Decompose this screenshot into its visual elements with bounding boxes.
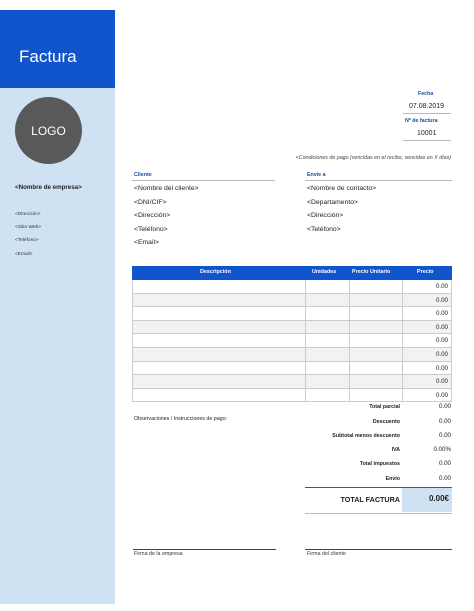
table-row	[132, 375, 452, 389]
ship-to-address: <Dirección>	[307, 212, 344, 219]
row-price: 0.00	[435, 337, 448, 345]
subtotal-value: 0.00	[438, 403, 451, 410]
row-price: 0.00	[435, 378, 448, 386]
grand-total-label: TOTAL FACTURA	[340, 495, 400, 504]
client-signature-label: Firma del cliente	[307, 551, 346, 557]
company-signature-line	[133, 549, 276, 550]
client-name: <Nombre del cliente>	[134, 185, 199, 192]
client-phone: <Teléfono>	[134, 226, 168, 233]
vat-label: IVA	[391, 447, 400, 453]
client-label: Cliente	[134, 172, 152, 178]
subtotal-label: Total parcial	[369, 404, 400, 410]
row-price: 0.00	[435, 310, 448, 318]
row-price: 0.00	[435, 364, 448, 372]
client-address: <Dirección>	[134, 212, 171, 219]
client-signature-line	[305, 549, 452, 550]
table-row	[132, 348, 452, 362]
invoice-number-value: 10001	[417, 130, 437, 137]
vat-value: 0.00%	[433, 446, 451, 453]
row-price: 0.00	[435, 391, 448, 399]
subtotal-less-discount-label: Subtotal menos descuento	[332, 433, 400, 439]
total-tax-label: Total impuestos	[359, 461, 400, 467]
ship-to-contact: <Nombre de contacto>	[307, 185, 377, 192]
col-unit-price: Precio Unitario	[352, 269, 391, 275]
client-email: <Email>	[134, 239, 159, 246]
subtotal-less-discount-value: 0.00	[438, 432, 451, 439]
col-units: Unidades	[312, 269, 337, 275]
col-price: Precio	[417, 269, 434, 275]
table-row	[132, 389, 452, 403]
ship-to-phone: <Teléfono>	[307, 226, 341, 233]
company-website: <Sitio Web>	[15, 225, 42, 230]
row-price: 0.00	[435, 350, 448, 358]
table-row	[132, 294, 452, 308]
invoice-number-label: Nº de factura	[405, 118, 438, 124]
payment-conditions: <Condiciones de pago (vencidas en el recibo, vencidas en X días)	[295, 155, 451, 161]
date-label: Fecha	[418, 91, 434, 97]
invoice-title: Factura	[19, 47, 77, 66]
table-row	[132, 362, 452, 376]
table-row	[132, 280, 452, 294]
grand-total-rule	[305, 513, 452, 514]
payment-notes-label: Observaciones / Instrucciones de pago:	[134, 416, 228, 422]
shipping-value: 0.00	[438, 475, 451, 482]
company-phone: <Teléfono>	[15, 238, 39, 243]
discount-value: 0.00	[438, 418, 451, 425]
company-name: <Nombre de empresa>	[15, 184, 82, 191]
col-description: Descripción	[200, 269, 231, 275]
total-tax-value: 0.00	[438, 460, 451, 467]
date-rule	[403, 113, 451, 114]
row-price: 0.00	[435, 323, 448, 331]
row-price: 0.00	[435, 283, 448, 290]
grand-total-value: 0.00€	[428, 494, 449, 503]
company-signature-label: Firma de la empresa	[134, 551, 183, 557]
company-email: <Email>	[15, 252, 33, 257]
table-row	[132, 334, 452, 348]
row-price: 0.00	[435, 296, 448, 304]
table-row	[132, 307, 452, 321]
client-tax-id: <DNI/CIF>	[134, 199, 167, 206]
company-address: <Dirección>	[15, 212, 41, 217]
invoice-number-rule	[403, 140, 451, 141]
client-rule	[132, 180, 275, 181]
ship-to-department: <Departamento>	[307, 199, 359, 206]
discount-label: Descuento	[372, 419, 400, 425]
date-value: 07.08.2019	[409, 103, 445, 110]
ship-to-rule	[305, 180, 452, 181]
logo-placeholder: LOGO	[15, 97, 82, 164]
title-banner	[0, 10, 115, 88]
table-header	[132, 266, 452, 280]
sidebar	[0, 10, 115, 604]
table-row	[132, 321, 452, 335]
shipping-label: Envío	[385, 476, 400, 482]
items-table	[132, 266, 452, 402]
ship-to-label: Envíe a	[307, 172, 326, 178]
